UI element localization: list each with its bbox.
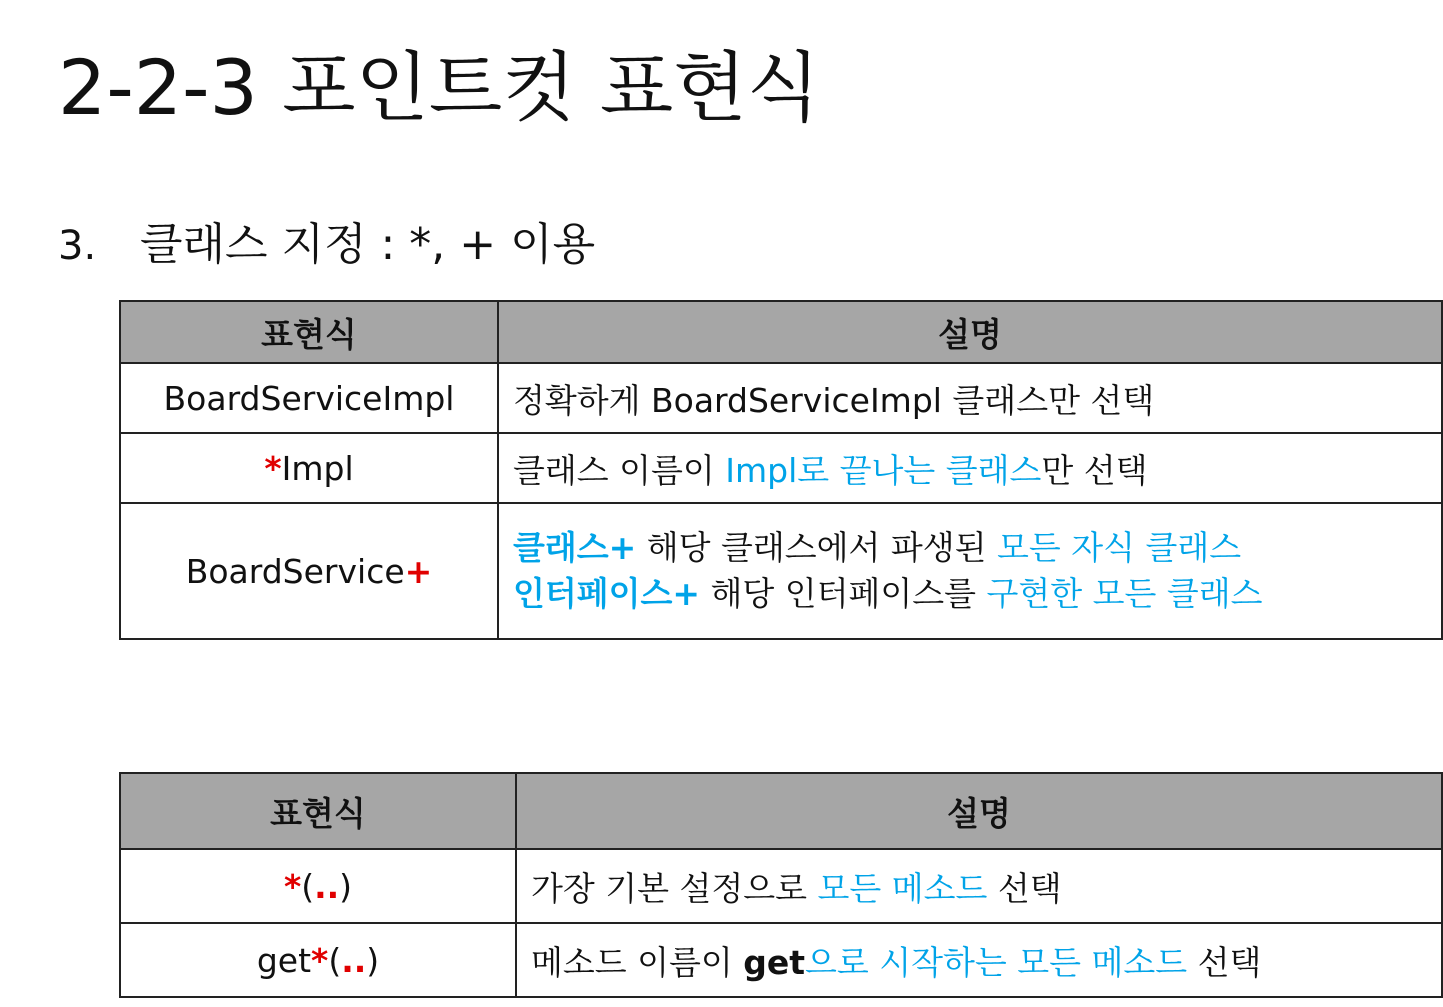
description-text: 만 선택 (1041, 450, 1148, 490)
expression-text: Impl (281, 448, 354, 488)
description-cell (498, 363, 1442, 433)
wildcard-dots: .. (341, 940, 367, 980)
column-header-description: 설명 (498, 301, 1442, 363)
description-keyword: 클래스+ (513, 528, 637, 567)
expression-paren: ( (328, 940, 342, 980)
description-keyword: get (743, 942, 806, 982)
expression-paren: ( (301, 866, 315, 906)
description-cell (516, 923, 1442, 997)
description-cell (516, 849, 1442, 923)
expression-text: BoardService (185, 551, 405, 591)
description-text: 클래스 이름이 (513, 450, 726, 490)
description-cell (498, 503, 1442, 639)
description-cell (498, 433, 1442, 503)
column-header-description: 설명 (516, 773, 1442, 849)
description-text: 선택 (1187, 942, 1262, 982)
expression-text: get (256, 940, 312, 980)
description-text: 해당 인터페이스를 (700, 574, 987, 613)
wildcard-dots: .. (314, 866, 340, 906)
description-text: 가장 기본 설정으로 (531, 868, 818, 908)
section-heading (58, 210, 595, 281)
method-pattern-table (119, 772, 1443, 998)
table-row (120, 923, 1442, 997)
column-header-expression: 표현식 (120, 301, 498, 363)
table-header-row (120, 773, 1442, 849)
expression-cell (120, 503, 498, 639)
table-header-row (120, 301, 1442, 363)
wildcard-plus: + (404, 551, 433, 591)
table-row (120, 433, 1442, 503)
table-row (120, 849, 1442, 923)
section-heading-text: 클래스 지정 : *, + 이용 (140, 219, 596, 270)
description-line (513, 571, 1441, 617)
table-row (120, 503, 1442, 639)
wildcard-star: * (264, 448, 282, 488)
description-line (513, 525, 1441, 571)
description-text: 해당 클래스에서 파생된 (636, 528, 998, 567)
description-highlight: Impl로 끝나는 클래스 (725, 450, 1042, 490)
description-highlight: 모든 자식 클래스 (997, 528, 1242, 567)
description-text: 정확하게 BoardServiceImpl 클래스만 선택 (513, 380, 1155, 420)
section-number: 3. (58, 223, 97, 269)
description-keyword: 인터페이스+ (513, 574, 701, 613)
description-highlight: 모든 메소드 (817, 868, 988, 908)
expression-cell (120, 923, 516, 997)
wildcard-star: * (311, 940, 329, 980)
column-header-expression: 표현식 (120, 773, 516, 849)
description-highlight: 으로 시작하는 모든 메소드 (805, 942, 1188, 982)
table-row (120, 363, 1442, 433)
description-text: 선택 (987, 868, 1062, 908)
page-title: 2-2-3 포인트컷 표현식 (58, 43, 821, 132)
class-pattern-table (119, 300, 1443, 640)
wildcard-star: * (283, 866, 302, 906)
description-highlight: 구현한 모든 클래스 (986, 574, 1263, 613)
expression-cell (120, 849, 516, 923)
expression-paren: ) (339, 866, 353, 906)
expression-cell (120, 433, 498, 503)
expression-paren: ) (366, 940, 380, 980)
expression-cell: BoardServiceImpl (120, 363, 498, 433)
description-text: 메소드 이름이 (531, 942, 744, 982)
